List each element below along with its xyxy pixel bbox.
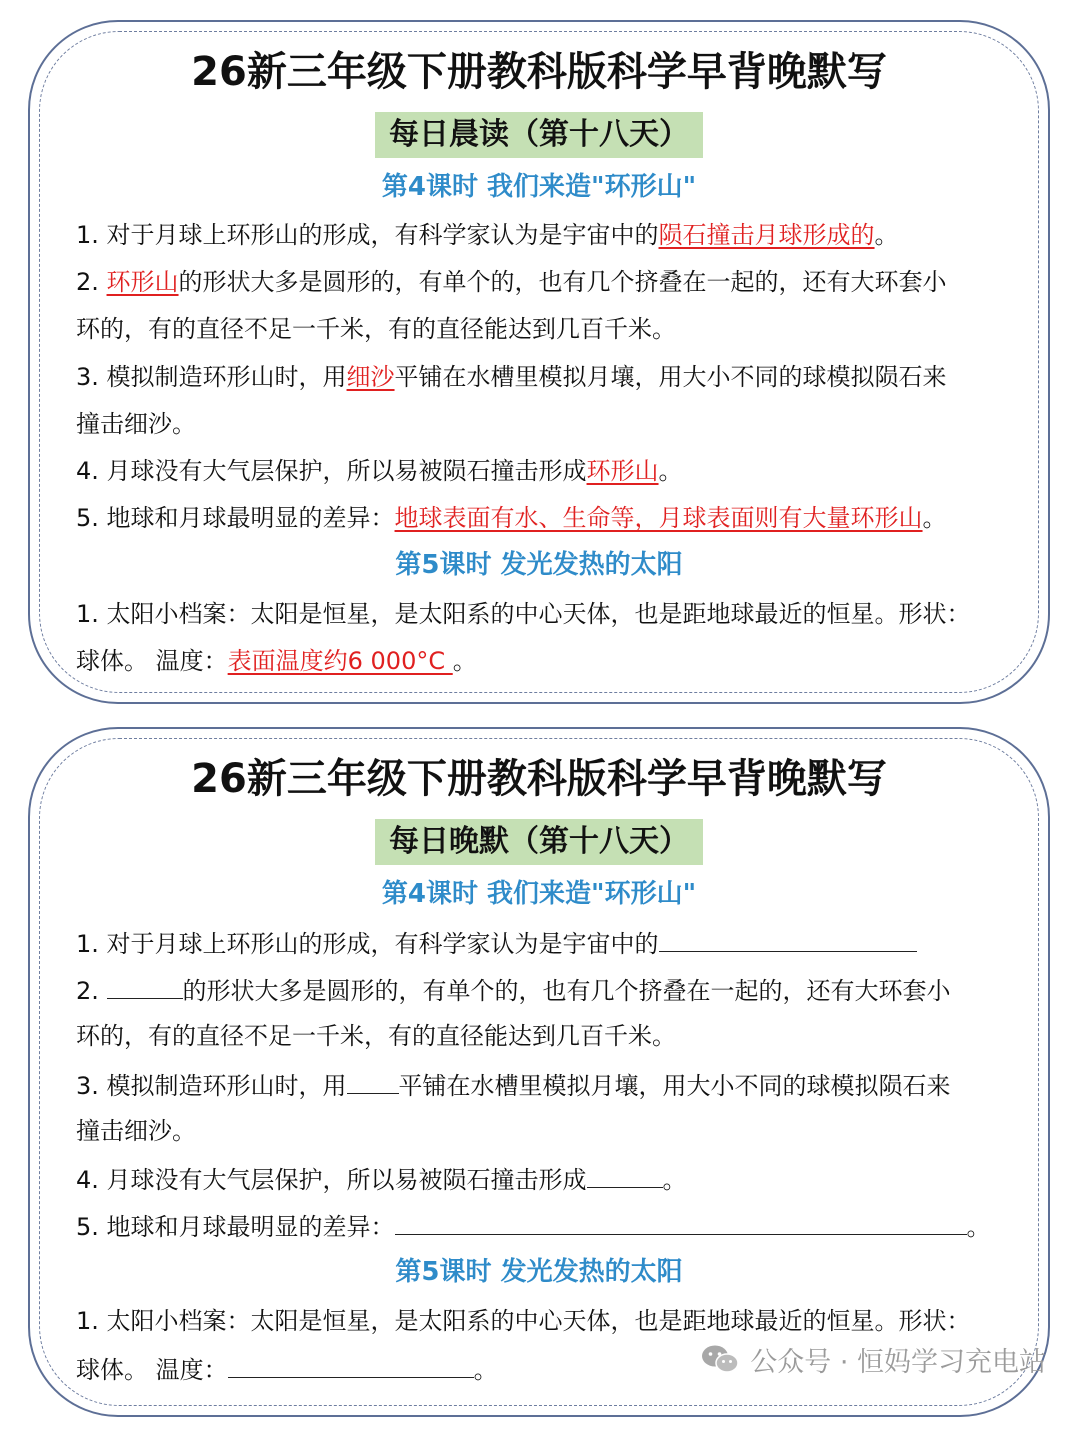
- item-1: [76, 218, 1008, 252]
- item-number: 2.: [76, 977, 107, 1005]
- item-number: 2.: [76, 268, 107, 296]
- item-text: 1. 对于月球上环形山的形成，有科学家认为是宇宙中的: [76, 930, 659, 958]
- answer: 细沙: [346, 363, 395, 391]
- item-text: 球体。 温度：: [76, 1356, 228, 1384]
- page-title: 26新三年级下册教科版科学早背晚默写: [191, 49, 887, 95]
- item-3: [76, 1067, 1008, 1103]
- item-5: [76, 501, 1008, 535]
- wechat-icon: [700, 1343, 740, 1375]
- answer: 表面温度约6 000°C: [227, 647, 453, 675]
- answer-blank[interactable]: [228, 1351, 474, 1378]
- item-text: 。: [658, 457, 683, 485]
- watermark: [700, 1338, 1046, 1380]
- item-1: [76, 925, 1008, 961]
- answer: 环形山: [586, 457, 659, 485]
- item-text: 的形状大多是圆形的，有单个的，也有几个挤叠在一起的，还有大环套小: [182, 977, 951, 1005]
- evening-card: [28, 727, 1050, 1417]
- item-text: 。: [662, 1166, 687, 1194]
- item-text: 3. 模拟制造环形山时，用: [76, 363, 347, 391]
- answer-blank[interactable]: [395, 1208, 967, 1235]
- answer-blank[interactable]: [107, 972, 183, 999]
- item-text: 。: [452, 647, 477, 675]
- item-text: 1. 对于月球上环形山的形成，有科学家认为是宇宙中的: [76, 221, 659, 249]
- item-text: 3. 模拟制造环形山时，用: [76, 1072, 347, 1100]
- lesson4-title: 第4课时 我们来造"环形山": [381, 879, 697, 909]
- answer: 环形山: [106, 268, 179, 296]
- item-text: 的形状大多是圆形的，有单个的，也有几个挤叠在一起的，还有大环套小: [178, 268, 947, 296]
- lesson4-title: 第4课时 我们来造"环形山": [381, 172, 697, 202]
- item-text: 平铺在水槽里模拟月壤，用大小不同的球模拟陨石来: [394, 363, 947, 391]
- item-3-cont: 撞击细沙。: [76, 1117, 196, 1145]
- item-text: 。: [966, 1213, 991, 1241]
- item-text: 4. 月球没有大气层保护，所以易被陨石撞击形成: [76, 457, 587, 485]
- item-text: 。: [874, 221, 899, 249]
- page-title: 26新三年级下册教科版科学早背晚默写: [191, 756, 887, 802]
- item-3: [76, 360, 1008, 394]
- morning-card: [28, 20, 1050, 704]
- lesson5-title: 第5课时 发光发热的太阳: [395, 550, 683, 580]
- item-text: 5. 地球和月球最明显的差异：: [76, 1213, 395, 1241]
- sun-item-1: 1. 太阳小档案：太阳是恒星，是太阳系的中心天体，也是距地球最近的恒星。形状：: [76, 600, 971, 628]
- answer: 地球表面有水、生命等，月球表面则有大量环形山: [394, 504, 923, 532]
- lesson5-title: 第5课时 发光发热的太阳: [395, 1257, 683, 1287]
- evening-badge: 每日晚默（第十八天）: [375, 819, 703, 865]
- item-text: 。: [473, 1356, 498, 1384]
- item-2-cont: 环的，有的直径不足一千米，有的直径能达到几百千米。: [76, 1022, 676, 1050]
- item-2-cont: 环的，有的直径不足一千米，有的直径能达到几百千米。: [76, 315, 676, 343]
- answer-blank[interactable]: [587, 1161, 663, 1188]
- item-text: 球体。 温度：: [76, 647, 228, 675]
- watermark-text: 公众号 · 恒妈学习充电站: [750, 1346, 1046, 1378]
- sun-item-1: 1. 太阳小档案：太阳是恒星，是太阳系的中心天体，也是距地球最近的恒星。形状：: [76, 1307, 971, 1335]
- item-text: 。: [922, 504, 947, 532]
- item-4: [76, 1161, 1008, 1197]
- item-3-cont: 撞击细沙。: [76, 410, 196, 438]
- item-2: [76, 972, 1008, 1008]
- item-text: 4. 月球没有大气层保护，所以易被陨石撞击形成: [76, 1166, 587, 1194]
- item-2: [76, 265, 1008, 299]
- item-text: 5. 地球和月球最明显的差异：: [76, 504, 395, 532]
- sun-item-1-cont: [76, 644, 1008, 678]
- item-4: [76, 454, 1008, 488]
- answer: 陨石撞击月球形成的: [658, 221, 875, 249]
- item-text: 平铺在水槽里模拟月壤，用大小不同的球模拟陨石来: [398, 1072, 951, 1100]
- answer-blank[interactable]: [347, 1067, 399, 1094]
- answer-blank[interactable]: [659, 925, 917, 952]
- morning-badge: 每日晨读（第十八天）: [375, 112, 703, 158]
- item-5: [76, 1208, 1008, 1244]
